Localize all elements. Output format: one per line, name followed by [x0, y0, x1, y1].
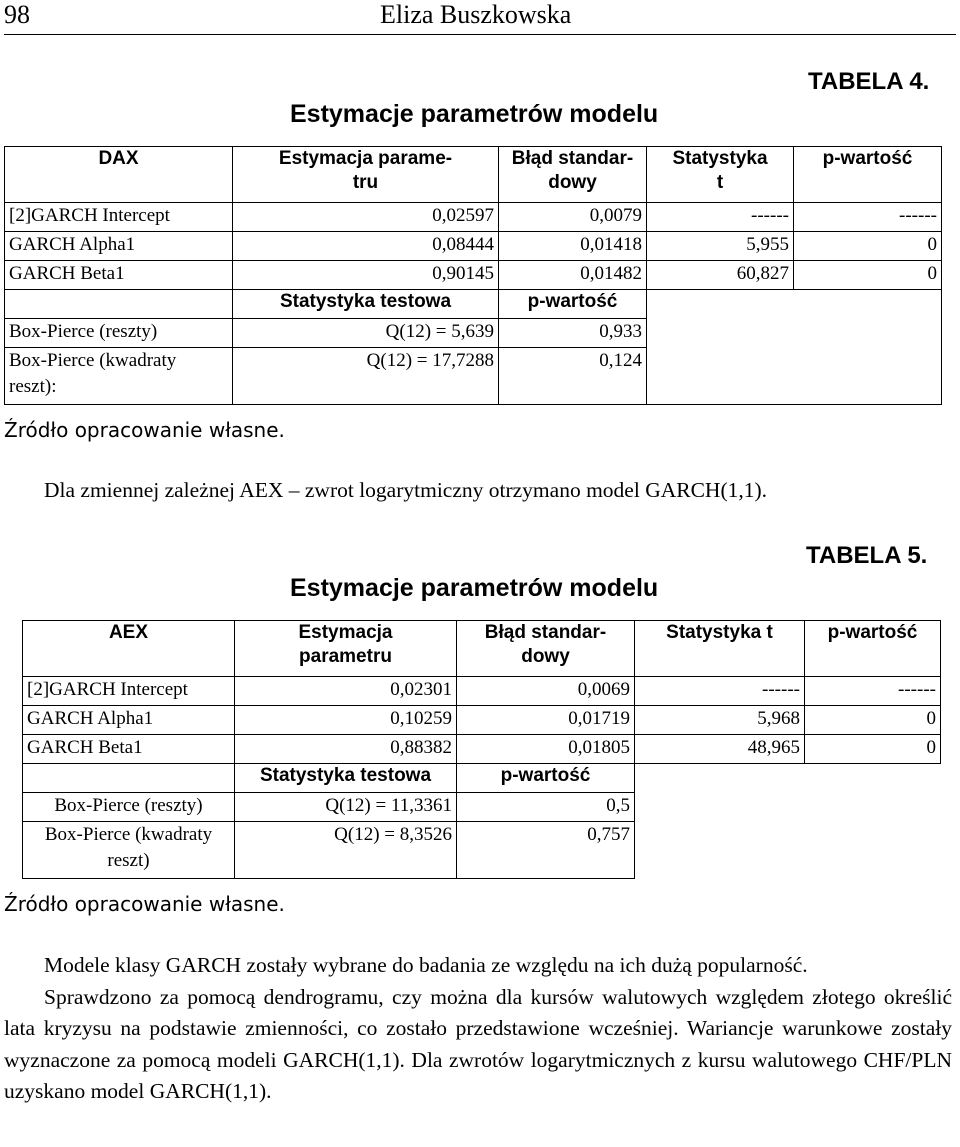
cell: 0,08444: [233, 232, 499, 261]
test-header-pwartosc: p-wartość: [457, 764, 635, 793]
cell: 0,5: [457, 793, 635, 822]
cell: 0,933: [499, 319, 647, 348]
table5-header-blad: Błąd standar- dowy: [457, 621, 635, 677]
table5-header-pwartosc: p-wartość: [805, 621, 941, 677]
cell: [5, 290, 233, 319]
empty-block: [635, 764, 941, 879]
table-row: [23, 764, 941, 793]
cell: 48,965: [635, 735, 805, 764]
test-header-statystyka: Statystyka testowa: [235, 764, 457, 793]
cell: 0,757: [457, 822, 635, 879]
table5-header-estymacja: Estymacja parametru: [235, 621, 457, 677]
cell: ------: [805, 677, 941, 706]
empty-block: [647, 290, 942, 405]
cell: 0,01418: [499, 232, 647, 261]
table-row: [23, 706, 941, 735]
cell: [23, 764, 235, 793]
table4-header-blad: Błąd standar- dowy: [499, 147, 647, 203]
table-row: [5, 203, 942, 232]
cell: [2]GARCH Intercept: [23, 677, 235, 706]
table5-header-aex: AEX: [23, 621, 235, 677]
table5-source: Źródło opracowanie własne.: [4, 892, 285, 916]
cell: 0: [794, 232, 942, 261]
table4-caption: Estymacje parametrów modelu: [290, 100, 659, 128]
paragraph-1: Modele klasy GARCH zostały wybrane do badania ze względu na ich dużą popularność.: [44, 953, 808, 977]
cell: 0,0069: [457, 677, 635, 706]
cell: 0,02301: [235, 677, 457, 706]
cell: 0,124: [499, 348, 647, 405]
paragraph-2: Sprawdzono za pomocą dendrogramu, czy można dla kursów walutowych względem złotego określić lata kryzysu na podstawie zmienności, co zostało przedstawione wcześniej. Wariancje warunkowe zostały wyznaczone za pomocą modeli GARCH(1,1). Dla zwrotów logarytmicznych z kursu walutowego CHF/PLN uzyskano model GARCH(1,1).: [4, 984, 952, 1103]
table4-header-dax: DAX: [5, 147, 233, 203]
test-header-statystyka: Statystyka testowa: [233, 290, 499, 319]
sentence-between: Dla zmiennej zależnej AEX – zwrot logarytmiczny otrzymano model GARCH(1,1).: [44, 478, 768, 502]
cell: ------: [647, 203, 794, 232]
cell: 0,01719: [457, 706, 635, 735]
cell: Q(12) = 8,3526: [235, 822, 457, 879]
cell: 0,88382: [235, 735, 457, 764]
cell: GARCH Alpha1: [23, 706, 235, 735]
cell: GARCH Alpha1: [5, 232, 233, 261]
header-rule: [4, 34, 956, 35]
cell: 0: [794, 261, 942, 290]
table-row: [23, 677, 941, 706]
table4: [4, 146, 942, 405]
table4-source: Źródło opracowanie własne.: [4, 418, 285, 442]
table5-label: TABELA 5.: [806, 542, 928, 569]
table-row: [5, 290, 942, 319]
running-header-author: Eliza Buszkowska: [380, 0, 572, 29]
cell: 0,01805: [457, 735, 635, 764]
cell: 5,955: [647, 232, 794, 261]
cell: [2]GARCH Intercept: [5, 203, 233, 232]
test-header-pwartosc: p-wartość: [499, 290, 647, 319]
cell: Q(12) = 17,7288: [233, 348, 499, 405]
table4-label: TABELA 4.: [808, 68, 930, 95]
cell: GARCH Beta1: [5, 261, 233, 290]
table-row: [23, 735, 941, 764]
cell: GARCH Beta1: [23, 735, 235, 764]
table-row: [5, 232, 942, 261]
cell: 0: [805, 706, 941, 735]
cell: Box-Pierce (reszty): [5, 319, 233, 348]
cell: Box-Pierce (kwadraty reszt): [23, 822, 235, 879]
cell: 60,827: [647, 261, 794, 290]
cell: 0,0079: [499, 203, 647, 232]
page-number: 98: [4, 0, 30, 29]
cell: 5,968: [635, 706, 805, 735]
table5-caption: Estymacje parametrów modelu: [290, 574, 659, 602]
cell: 0,90145: [233, 261, 499, 290]
table5: [22, 620, 941, 879]
table4-header-pwartosc: p-wartość: [794, 147, 942, 203]
table-row: [5, 261, 942, 290]
cell: Box-Pierce (reszty): [23, 793, 235, 822]
cell: Box-Pierce (kwadraty reszt):: [5, 348, 233, 405]
table5-header-statystyka: Statystyka t: [635, 621, 805, 677]
cell: ------: [635, 677, 805, 706]
cell: 0,02597: [233, 203, 499, 232]
body-text: [4, 950, 952, 1108]
cell: 0: [805, 735, 941, 764]
cell: Q(12) = 5,639: [233, 319, 499, 348]
cell: 0,01482: [499, 261, 647, 290]
table4-header-statystyka: Statystyka t: [647, 147, 794, 203]
cell: 0,10259: [235, 706, 457, 735]
cell: ------: [794, 203, 942, 232]
cell: Q(12) = 11,3361: [235, 793, 457, 822]
table4-header-estymacja: Estymacja parame- tru: [233, 147, 499, 203]
